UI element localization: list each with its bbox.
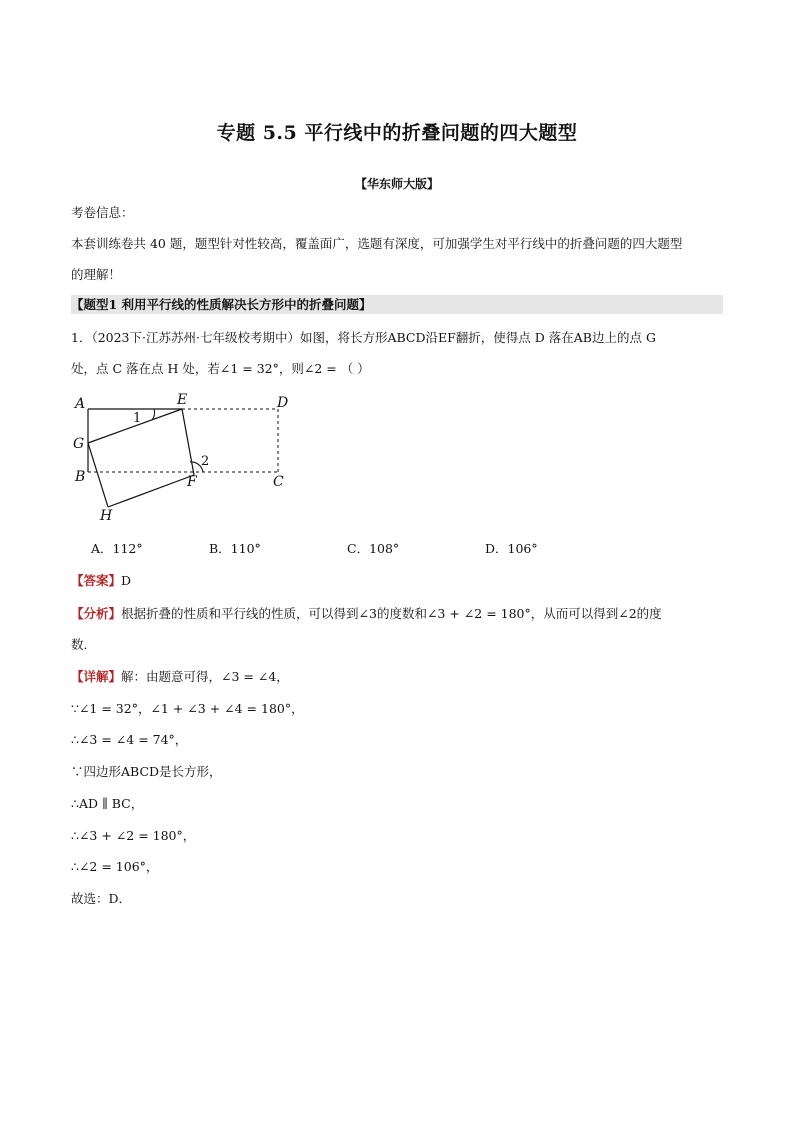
detail-step-6: ∴∠2 = 106°， [71,859,159,874]
answer-value: D [121,573,132,588]
question-1-line-2: 处，点 C 落在点 H 处，若∠1 = 32°，则∠2 = （ ） [71,361,370,376]
label-E: E [177,392,188,408]
answer-label: 【答案】 [71,573,122,588]
detail-step-2: ∴∠3 = ∠4 = 74°， [71,732,188,747]
label-B: B [75,469,86,485]
detail-step-5: ∴∠3 + ∠2 = 180°， [71,828,196,843]
label-C: C [273,474,284,490]
detail-step-1: ∵∠1 = 32°，∠1 + ∠3 + ∠4 = 180°， [71,701,304,716]
edition-label: 【华东师大版】 [354,177,439,191]
label-G: G [73,436,85,452]
info-label: 考卷信息： [71,205,134,220]
detail-step-4: ∴AD ∥ BC， [71,796,144,811]
option-b: B．110° [209,541,261,556]
analysis-line-1 [71,604,662,622]
info-line-2: 的理解！ [71,267,122,282]
answer-line [71,571,131,589]
label-angle-1: 1 [133,411,142,426]
option-c: C．108° [347,541,400,556]
analysis-text-1: 根据折叠的性质和平行线的性质，可以得到∠3的度数和∠3 + ∠2 = 180°，从而可以得到∠2的度 [121,606,662,621]
analysis-label: 【分析】 [71,606,122,621]
detail-label: 【详解】 [71,669,122,684]
detail-text-1: 解：由题意可得，∠3 = ∠4， [121,669,289,684]
fold-figure [70,388,300,523]
detail-step-7: 故选：D． [71,891,132,906]
option-d: D．106° [485,541,538,556]
page-title: 专题 5.5 平行线中的折叠问题的四大题型 [216,122,578,144]
section-heading-1: 【题型1 利用平行线的性质解决长方形中的折叠问题】 [71,295,723,314]
info-line-1: 本套训练卷共 40 题，题型针对性较高，覆盖面广，选题有深度，可加强学生对平行线中的折叠问题的四大题型 [71,236,683,251]
detail-line-1 [71,667,289,685]
analysis-line-2: 数． [71,637,97,652]
question-1-line-1: 1．（2023下·江苏苏州·七年级校考期中）如图，将长方形ABCD沿EF翻折，使得点 D 落在AB边上的点 G [71,330,656,345]
option-a: A．112° [91,541,143,556]
detail-step-3: ∵四边形ABCD是长方形， [71,764,222,779]
label-A: A [75,396,86,412]
label-F: F [187,474,197,490]
label-H: H [100,508,113,523]
label-D: D [277,395,289,411]
label-angle-2: 2 [201,454,210,469]
